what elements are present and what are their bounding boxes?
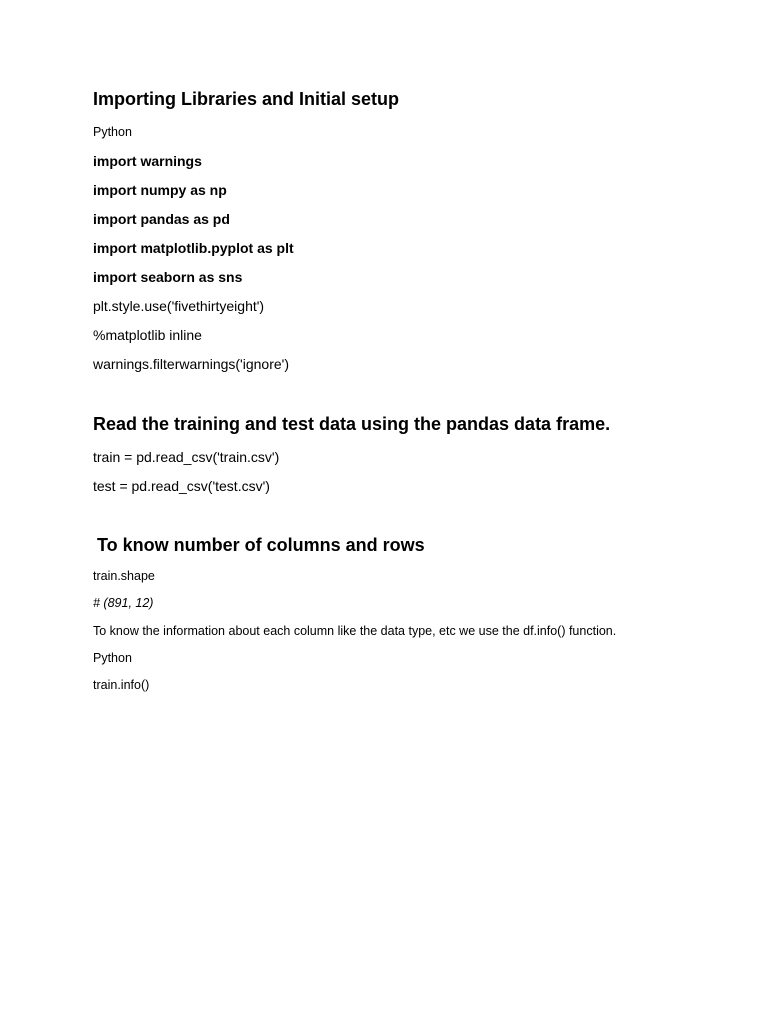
- section-heading-read-data: Read the training and test data using the pandas data frame.: [93, 414, 611, 434]
- code-line: test = pd.read_csv('test.csv'): [93, 478, 270, 494]
- code-line: %matplotlib inline: [93, 327, 202, 343]
- code-line: plt.style.use('fivethirtyeight'): [93, 298, 265, 314]
- code-line: import seaborn as sns: [93, 269, 243, 285]
- code-line: import matplotlib.pyplot as plt: [93, 240, 294, 256]
- section-heading-shape: To know number of columns and rows: [97, 535, 425, 555]
- code-line: import numpy as np: [93, 182, 227, 198]
- code-line: warnings.filterwarnings('ignore'): [93, 356, 289, 372]
- language-label: Python: [93, 125, 132, 139]
- code-line: train.info(): [93, 678, 150, 692]
- code-line: train.shape: [93, 569, 155, 583]
- code-line: import warnings: [93, 153, 202, 169]
- body-paragraph: To know the information about each column like the data type, etc we use the df.info() function.: [93, 624, 617, 638]
- language-label: Python: [93, 651, 132, 665]
- code-line: train = pd.read_csv('train.csv'): [93, 449, 280, 465]
- section-heading-setup: Importing Libraries and Initial setup: [93, 89, 400, 109]
- code-line: import pandas as pd: [93, 211, 230, 227]
- code-comment: # (891, 12): [93, 596, 154, 610]
